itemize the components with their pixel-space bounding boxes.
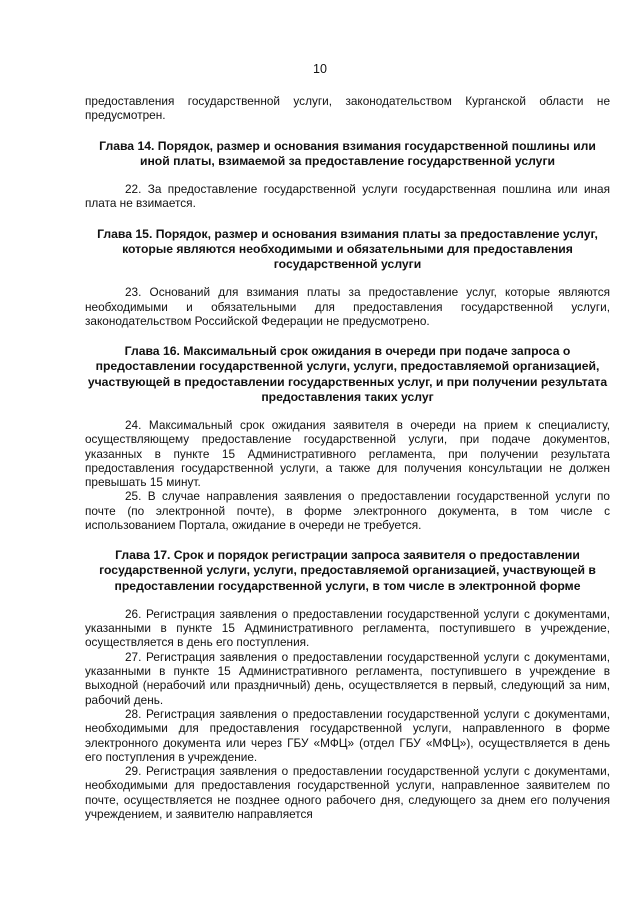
paragraph-26: 26. Регистрация заявления о предоставлении государственной услуги с документами, указанными в пункте 15 Административного регламента, поступившего в учреждение, осуществляется в день его поступления. (85, 606, 610, 650)
chapter-16-title: Глава 16. Максимальный срок ожидания в очереди при подаче запроса о предоставлении государственной услуги, услуги, предоставляемой организацией, участвующей в предоставлении государственных услуг, и при получении результата предоставления таких услуг (87, 344, 608, 404)
document-body (85, 94, 610, 821)
paragraph-27: 27. Регистрация заявления о предоставлении государственной услуги с документами, указанными в пункте 15 Административного регламента, поступившего в учреждение в выходной (нерабочий или праздничный) день, осуществляется в первый, следующий за ним, рабочий день. (85, 649, 610, 707)
paragraph-28: 28. Регистрация заявления о предоставлении государственной услуги с документами, необходимыми для предоставления государственной услуги, направленного в форме электронного документа или через ГБУ «МФЦ» (отдел ГБУ «МФЦ»), осуществляется в день его поступления в учреждение. (85, 706, 610, 764)
chapter-14-title: Глава 14. Порядок, размер и основания взимания государственной пошлины или иной платы, взимаемой за предоставление государственной услуги (99, 138, 596, 168)
chapter-17-title: Глава 17. Срок и порядок регистрации запроса заявителя о предоставлении государственной услуги, услуги, предоставляемой организацией, участвующей в предоставлении государственной услуги, в том числе в электронной форме (99, 548, 596, 593)
paragraph-24: 24. Максимальный срок ожидания заявителя в очереди на прием к специалисту, осуществляющему предоставление государственной услуги, при подаче документов, указанных в пункте 15 Административного регламента, при получении результата предоставления государственной услуги, а также для получения консультации не должен превышать 15 минут. (85, 417, 610, 490)
chapter-15-title: Глава 15. Порядок, размер и основания взимания платы за предоставление услуг, которые являются необходимыми и обязательными для предоставления государственной услуги (97, 226, 598, 271)
paragraph-29: 29. Регистрация заявления о предоставлении государственной услуги с документами, необходимыми для предоставления государственной услуги, направленное заявителем по почте, осуществляется не позднее одного рабочего дня, следующего за днем его получения учреждением, и заявителю направляется (85, 764, 610, 822)
intro-paragraph: предоставления государственной услуги, законодательством Курганской области не предусмотрен. (85, 94, 610, 123)
paragraph-23: 23. Оснований для взимания платы за предоставление услуг, которые являются необходимыми и обязательными для предоставления государственной услуги, законодательством Российской Федерации не предусмотрено. (85, 285, 610, 328)
paragraph-22: 22. За предоставление государственной услуги государственная пошлина или иная плата не взимается. (85, 182, 610, 211)
paragraph-25: 25. В случае направления заявления о предоставлении государственной услуги по почте (по электронной почте), в форме электронного документа, в том числе с использованием Портала, ожидание в очереди не требуется. (85, 489, 610, 532)
page-number: 10 (313, 62, 327, 76)
